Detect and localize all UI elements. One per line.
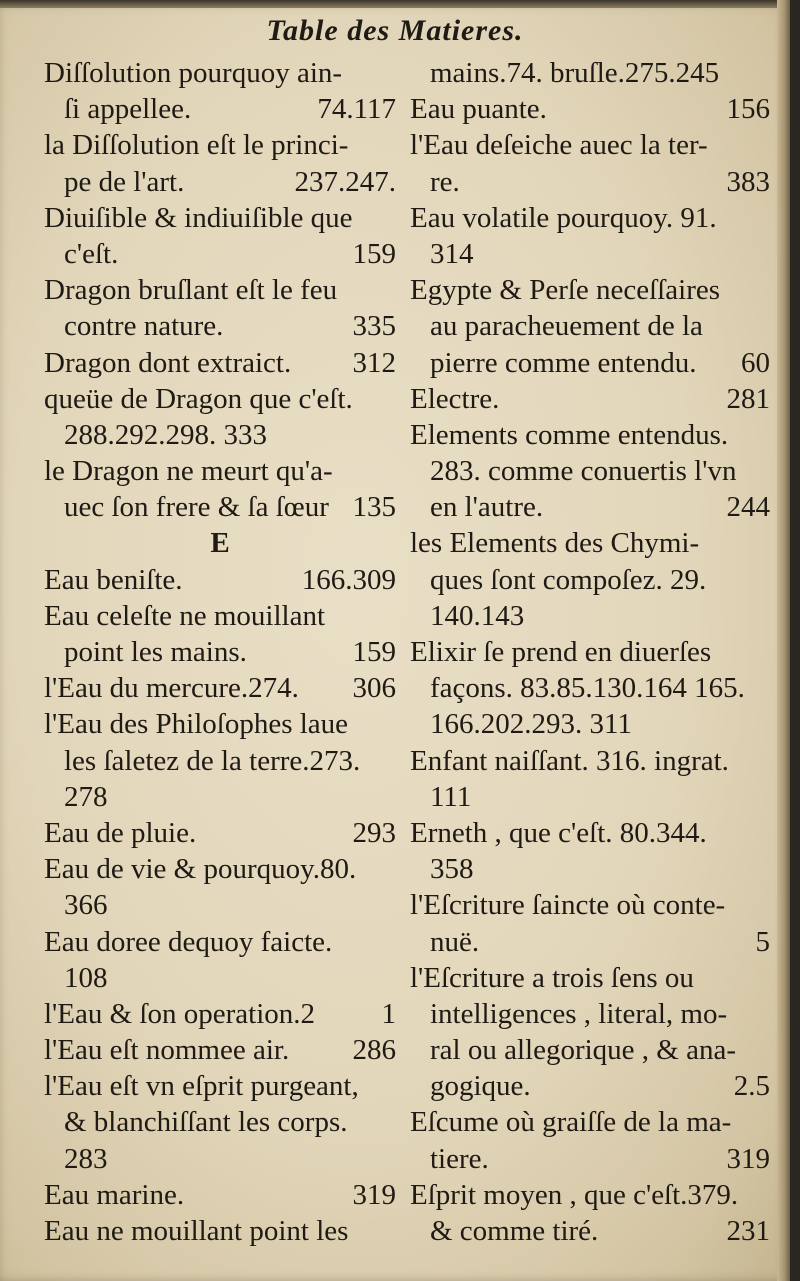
index-entry — [410, 91, 770, 127]
index-entry — [410, 960, 770, 1105]
index-entry-line — [44, 1177, 396, 1213]
page-reference: 156 — [726, 93, 770, 126]
entry-text: Eau doree dequoy faicte. — [44, 925, 333, 958]
index-entry — [44, 1068, 396, 1177]
index-entry-line — [410, 743, 770, 779]
page-reference: 1 — [381, 997, 396, 1030]
index-entry-line — [44, 851, 396, 887]
entry-text: 358 — [430, 853, 474, 886]
page-reference: 159 — [352, 237, 396, 270]
page-reference: 281 — [726, 382, 770, 415]
index-entry-line — [410, 345, 770, 381]
index-entry-line — [44, 236, 396, 272]
entry-text: nuë. — [430, 925, 480, 958]
entry-text: l'Eau eſt vn eſprit purgeant, — [44, 1070, 359, 1103]
index-entry-line — [44, 91, 396, 127]
index-column-left — [44, 55, 396, 1249]
entry-text: l'Eau deſeiche auec la ter- — [410, 129, 708, 162]
page-top-edge — [0, 0, 790, 8]
entry-text: & comme tiré. — [430, 1215, 599, 1247]
entry-text: 283 — [64, 1142, 108, 1175]
index-entry-line — [410, 1141, 770, 1177]
entry-text: 108 — [64, 961, 108, 994]
page-reference: 312 — [352, 346, 396, 379]
index-entry — [410, 634, 770, 743]
index-entry-line — [410, 127, 770, 163]
index-entry — [410, 887, 770, 959]
entry-text: pierre comme entendu. — [430, 346, 697, 379]
index-entry-line — [44, 960, 396, 996]
entry-text: l'Eſcriture a trois ſens ou — [410, 961, 694, 994]
entry-text: Eau volatile pourquoy. 91. — [410, 201, 717, 234]
index-entry-line — [44, 55, 396, 91]
index-entry-line — [44, 453, 396, 489]
index-entry-line — [410, 887, 770, 923]
index-entry-line — [410, 272, 770, 308]
index-entry-line — [410, 924, 770, 960]
index-entry-line — [44, 127, 396, 163]
index-entry — [410, 743, 770, 815]
entry-text: 140.143 — [430, 599, 525, 632]
index-entry — [410, 200, 770, 272]
index-entry — [44, 127, 396, 199]
entry-text: Eau marine. — [44, 1178, 185, 1211]
index-entry-line — [44, 381, 396, 417]
entry-text: Dragon bruſlant eſt le feu — [44, 274, 338, 307]
page-reference: 231 — [726, 1215, 770, 1247]
index-entry-line — [44, 1213, 396, 1249]
index-entry — [410, 127, 770, 199]
index-entry — [44, 55, 396, 127]
index-entry — [410, 815, 770, 887]
index-entry-line — [44, 706, 396, 742]
index-entry-line — [410, 91, 770, 127]
index-entry-line — [410, 417, 770, 453]
entry-text: Eau puante. — [410, 93, 547, 126]
index-entry-line — [44, 1032, 396, 1068]
index-entry-line — [44, 272, 396, 308]
index-entry-line — [410, 562, 770, 598]
page-reference: 159 — [352, 636, 396, 668]
index-entry — [410, 417, 770, 526]
index-entry-line — [410, 779, 770, 815]
index-entry — [44, 706, 396, 815]
entry-text: façons. 83.85.130.164 165. — [430, 672, 745, 705]
index-entry-line — [410, 960, 770, 996]
entry-text: Eau celeſte ne mouillant — [44, 599, 326, 632]
page-reference: 244 — [726, 491, 770, 524]
entry-text: Diuiſible & indiuiſible que — [44, 201, 353, 234]
entry-text: 314 — [430, 237, 474, 270]
entry-text: 278 — [64, 780, 108, 813]
entry-text: gogique. — [430, 1070, 531, 1103]
entry-text: Diſſolution pourquoy ain- — [44, 57, 343, 89]
entry-text: intelligences , literal, mo- — [430, 997, 728, 1030]
index-entry-line — [44, 924, 396, 960]
page-reference: 2.5 — [733, 1070, 770, 1103]
index-entry-line — [44, 345, 396, 381]
entry-text: 366 — [64, 889, 108, 922]
entry-text: ſi appellee. — [64, 93, 192, 126]
index-entry-line — [410, 200, 770, 236]
page-right-edge — [777, 0, 790, 1281]
entry-text: l'Eau & ſon operation.2 — [44, 997, 315, 1030]
index-entry — [410, 1104, 770, 1176]
entry-text: Dragon dont extraict. — [44, 346, 292, 379]
index-entry — [44, 453, 396, 525]
index-entry-line — [410, 525, 770, 561]
index-entry-line — [410, 670, 770, 706]
entry-text: Electre. — [410, 382, 500, 415]
index-entry-line — [44, 743, 396, 779]
index-entry — [44, 924, 396, 996]
entry-text: & blanchiſſant les corps. — [64, 1106, 348, 1139]
entry-text: Eau de pluie. — [44, 816, 197, 849]
index-entry-line — [410, 851, 770, 887]
index-entry — [410, 525, 770, 634]
entry-text: l'Eau du mercure.274. — [44, 672, 299, 705]
running-head: Table des Matieres. — [266, 14, 524, 47]
entry-text: mains.74. bruſle.275.245 — [430, 57, 720, 89]
index-entry-line — [410, 996, 770, 1032]
entry-text: c'eſt. — [64, 237, 119, 270]
page-reference: 319 — [352, 1178, 396, 1211]
entry-text: Eau beniſte. — [44, 563, 183, 596]
entry-text: point les mains. — [64, 636, 247, 668]
index-entry-line — [410, 1177, 770, 1213]
index-entry-line — [44, 308, 396, 344]
index-entry-line — [410, 381, 770, 417]
page-reference: 237.247. — [294, 165, 396, 198]
index-column-right — [410, 55, 770, 1249]
entry-text: les ſaletez de la terre.273. — [64, 744, 361, 777]
entry-text: la Diſſolution eſt le princi- — [44, 129, 349, 162]
index-entry — [410, 381, 770, 417]
index-entry-line — [44, 164, 396, 200]
entry-text: en l'autre. — [430, 491, 544, 524]
index-entry-line — [410, 634, 770, 670]
index-entry-line — [44, 887, 396, 923]
page-reference: 286 — [352, 1034, 396, 1067]
index-entry — [44, 598, 396, 670]
index-entry-line — [44, 562, 396, 598]
index-entry — [410, 1177, 770, 1249]
index-entry-line — [44, 670, 396, 706]
entry-text: ral ou allegorique , & ana- — [430, 1034, 736, 1067]
index-entry-line — [410, 55, 770, 91]
entry-text: pe de l'art. — [64, 165, 185, 198]
entry-text: les Elements des Chymi- — [410, 527, 700, 560]
page-reference: 74.117 — [317, 93, 396, 126]
entry-text: 283. comme conuertis l'vn — [430, 455, 737, 488]
index-entry-line — [410, 815, 770, 851]
index-entry-line — [44, 489, 396, 525]
entry-text: 111 — [430, 780, 472, 813]
index-entry-line — [44, 634, 396, 670]
entry-text: tiere. — [430, 1142, 489, 1175]
index-entry-line — [410, 453, 770, 489]
page-reference: 306 — [352, 672, 396, 705]
index-entry-line — [410, 236, 770, 272]
entry-text: Egypte & Perſe neceſſaires — [410, 274, 721, 307]
index-entry-line — [410, 308, 770, 344]
page-reference: 166.309 — [301, 563, 396, 596]
entry-text: l'Eau eſt nommee air. — [44, 1034, 290, 1067]
index-entry-line — [44, 779, 396, 815]
index-entry-line — [44, 996, 396, 1032]
entry-text: Enfant naiſſant. 316. ingrat. — [410, 744, 729, 777]
entry-text: ques ſont compoſez. 29. — [430, 563, 707, 596]
index-entry — [410, 55, 770, 91]
section-letter-text: E — [210, 527, 230, 560]
index-entry — [410, 272, 770, 381]
index-entry — [44, 670, 396, 706]
index-entry — [44, 381, 396, 453]
index-entry-line — [44, 598, 396, 634]
index-entry-line — [44, 815, 396, 851]
index-entry — [44, 1213, 396, 1249]
index-entry — [44, 996, 396, 1032]
index-entry-line — [410, 489, 770, 525]
entry-text: 288.292.298. 333 — [64, 418, 267, 451]
index-entry-line — [410, 706, 770, 742]
entry-text: le Dragon ne meurt qu'a- — [44, 455, 333, 488]
entry-text: contre nature. — [64, 310, 224, 343]
entry-text: Elements comme entendus. — [410, 418, 729, 451]
page-reference: 293 — [352, 816, 396, 849]
entry-text: Eſcume où graiſſe de la ma- — [410, 1106, 732, 1139]
page-reference: 319 — [726, 1142, 770, 1175]
index-entry-line — [410, 1213, 770, 1249]
page-reference: 60 — [741, 346, 770, 379]
entry-text: 166.202.293. 311 — [430, 708, 632, 741]
entry-text: Eau ne mouillant point les — [44, 1215, 349, 1247]
entry-text: Eſprit moyen , que c'eſt.379. — [410, 1178, 739, 1211]
section-letter — [44, 525, 396, 561]
index-entry-line — [410, 598, 770, 634]
entry-text: re. — [430, 165, 460, 198]
entry-text: queüe de Dragon que c'eſt. — [44, 382, 353, 415]
index-entry — [44, 1032, 396, 1068]
index-entry-line — [44, 417, 396, 453]
page-reference: 135 — [352, 491, 396, 524]
entry-text: l'Eſcriture ſaincte où conte- — [410, 889, 726, 922]
index-entry-line — [44, 1104, 396, 1140]
page-reference: 5 — [755, 925, 770, 958]
entry-text: Erneth , que c'eſt. 80.344. — [410, 816, 707, 849]
index-entry — [44, 562, 396, 598]
entry-text: uec ſon frere & ſa ſœur — [64, 491, 329, 524]
index-entry — [44, 815, 396, 851]
index-entry-line — [44, 200, 396, 236]
index-entry-line — [44, 1141, 396, 1177]
entry-text: au paracheuement de la — [430, 310, 703, 343]
index-entry — [44, 200, 396, 272]
index-entry-line — [410, 1104, 770, 1140]
index-entry-line — [410, 1032, 770, 1068]
page-reference: 335 — [352, 310, 396, 343]
entry-text: Eau de vie & pourquoy.80. — [44, 853, 357, 886]
index-entry-line — [410, 1068, 770, 1104]
index-entry-line — [410, 164, 770, 200]
index-entry — [44, 272, 396, 344]
page-reference: 383 — [726, 165, 770, 198]
entry-text: l'Eau des Philoſophes laue — [44, 708, 349, 741]
index-entry — [44, 851, 396, 923]
entry-text: Elixir ſe prend en diuerſes — [410, 636, 712, 668]
index-entry — [44, 1177, 396, 1213]
index-entry — [44, 345, 396, 381]
index-entry-line — [44, 1068, 396, 1104]
